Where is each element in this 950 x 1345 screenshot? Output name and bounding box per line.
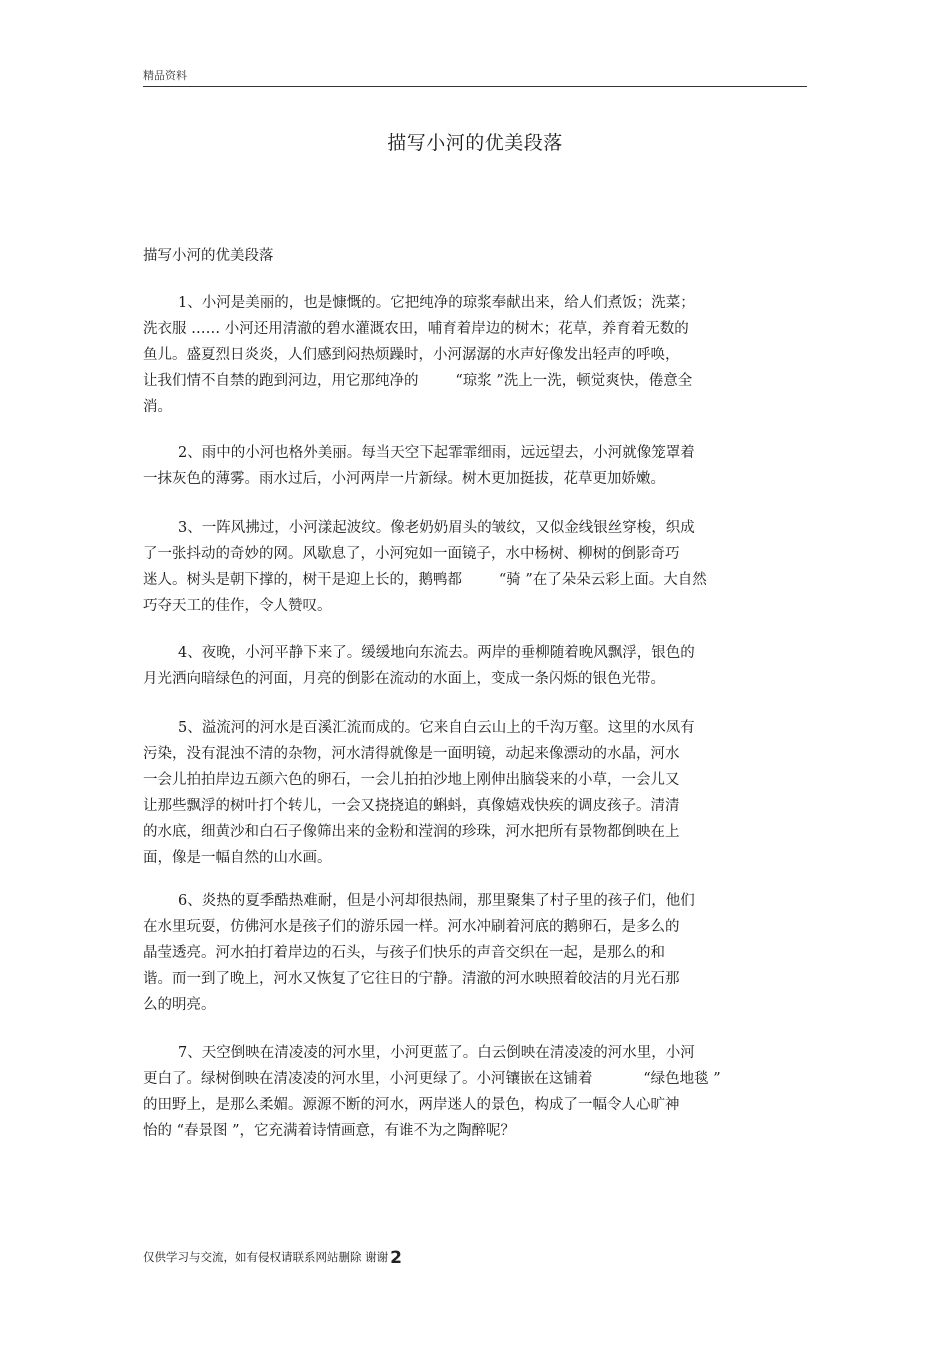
paragraph-line: 让我们情不自禁的跑到河边，用它那纯净的 “琼浆 ”洗上一洗，顿觉爽快，倦意全 (143, 373, 693, 389)
page-footer (143, 1248, 402, 1268)
paragraph-line: 了一张抖动的奇妙的网。风歇息了，小河宛如一面镜子，水中杨树、柳树的倒影奇巧 (143, 546, 680, 562)
paragraph-4 (143, 640, 783, 692)
paragraph-line: 2、雨中的小河也格外美丽。每当天空下起霏霏细雨，远远望去，小河就像笼罩着 (178, 445, 695, 461)
footer-notice: 仅供学习与交流，如有侵权请联系网站删除 谢谢 (143, 1250, 389, 1264)
paragraph-line: 更白了。绿树倒映在清凌凌的河水里，小河更绿了。小河镶嵌在这铺着 “绿色地毯 ” (143, 1071, 721, 1087)
paragraph-2 (143, 440, 783, 492)
paragraph-line: 5、溢流河的河水是百溪汇流而成的。它来自白云山上的千沟万壑。这里的水凤有 (178, 720, 695, 736)
paragraph-5 (143, 715, 783, 871)
paragraph-6 (143, 888, 783, 1018)
paragraph-line: 让那些飘浮的树叶打个转儿，一会又挠挠追的蝌蚪，真像嬉戏快疾的调皮孩子。清清 (143, 798, 680, 814)
paragraph-line: 在水里玩耍，仿佛河水是孩子们的游乐园一样。河水冲刷着河底的鹅卵石，是多么的 (143, 919, 680, 935)
paragraph-line: 的水底，细黄沙和白石子像筛出来的金粉和滢润的珍珠，河水把所有景物都倒映在上 (143, 824, 680, 840)
paragraph-line: 谐。而一到了晚上，河水又恢复了它往日的宁静。清澈的河水映照着皎洁的月光石那 (143, 971, 680, 987)
paragraph-line: 面，像是一幅自然的山水画。 (143, 850, 332, 866)
paragraph-line: 的田野上，是那么柔媚。源源不断的河水，两岸迷人的景色，构成了一幅令人心旷神 (143, 1097, 680, 1113)
paragraph-line: 么的明亮。 (143, 997, 216, 1013)
paragraph-line: 巧夺天工的佳作，令人赞叹。 (143, 598, 332, 614)
paragraph-line: 怡的 “春景图 ”，它充满着诗情画意，有谁不为之陶醉呢？ (143, 1123, 516, 1139)
paragraph-7 (143, 1040, 783, 1144)
paragraph-line: 一会儿拍拍岸边五颜六色的卵石，一会儿拍拍沙地上刚伸出脑袋来的小草，一会儿又 (143, 772, 680, 788)
page-number: 2 (390, 1248, 402, 1268)
paragraph-1 (143, 290, 783, 420)
header-divider (143, 86, 807, 87)
paragraph-line: 消。 (143, 399, 172, 415)
paragraph-line: 迷人。树头是朝下撑的，树干是迎上长的，鹅鸭都 “骑 ”在了朵朵云彩上面。大自然 (143, 572, 707, 588)
header-label: 精品资料 (143, 69, 187, 82)
paragraph-line: 1、小河是美丽的，也是慷慨的。它把纯净的琼浆奉献出来，给人们煮饭；洗菜； (178, 295, 695, 311)
paragraph-line: 7、天空倒映在清凌凌的河水里，小河更蓝了。白云倒映在清凌凌的河水里，小河 (178, 1045, 695, 1061)
paragraph-line: 月光洒向暗绿色的河面，月亮的倒影在流动的水面上，变成一条闪烁的银色光带。 (143, 671, 665, 687)
document-title: 描写小河的优美段落 (387, 132, 563, 154)
paragraph-line: 3、一阵风拂过，小河漾起波纹。像老奶奶眉头的皱纹，又似金线银丝穿梭，织成 (178, 520, 695, 536)
paragraph-line: 6、炎热的夏季酷热难耐，但是小河却很热闹，那里聚集了村子里的孩子们，他们 (178, 893, 695, 909)
paragraph-line: 一抹灰色的薄雾。雨水过后，小河两岸一片新绿。树木更加挺拔，花草更加娇嫩。 (143, 471, 665, 487)
paragraph-line: 4、夜晚，小河平静下来了。缓缓地向东流去。两岸的垂柳随着晚风飘浮，银色的 (178, 645, 695, 661)
paragraph-3 (143, 515, 783, 619)
paragraph-line: 洗衣服 …… 小河还用清澈的碧水灌溉农田，哺育着岸边的树木；花草，养育着无数的 (143, 321, 689, 337)
paragraph-line: 晶莹透亮。河水拍打着岸边的石头，与孩子们快乐的声音交织在一起，是那么的和 (143, 945, 665, 961)
paragraph-line: 污染，没有混浊不清的杂物，河水清得就像是一面明镜，动起来像漂动的水晶，河水 (143, 746, 680, 762)
section-heading: 描写小河的优美段落 (143, 248, 274, 264)
paragraph-line: 鱼儿。盛夏烈日炎炎，人们感到闷热烦躁时，小河潺潺的水声好像发出轻声的呼唤， (143, 347, 680, 363)
